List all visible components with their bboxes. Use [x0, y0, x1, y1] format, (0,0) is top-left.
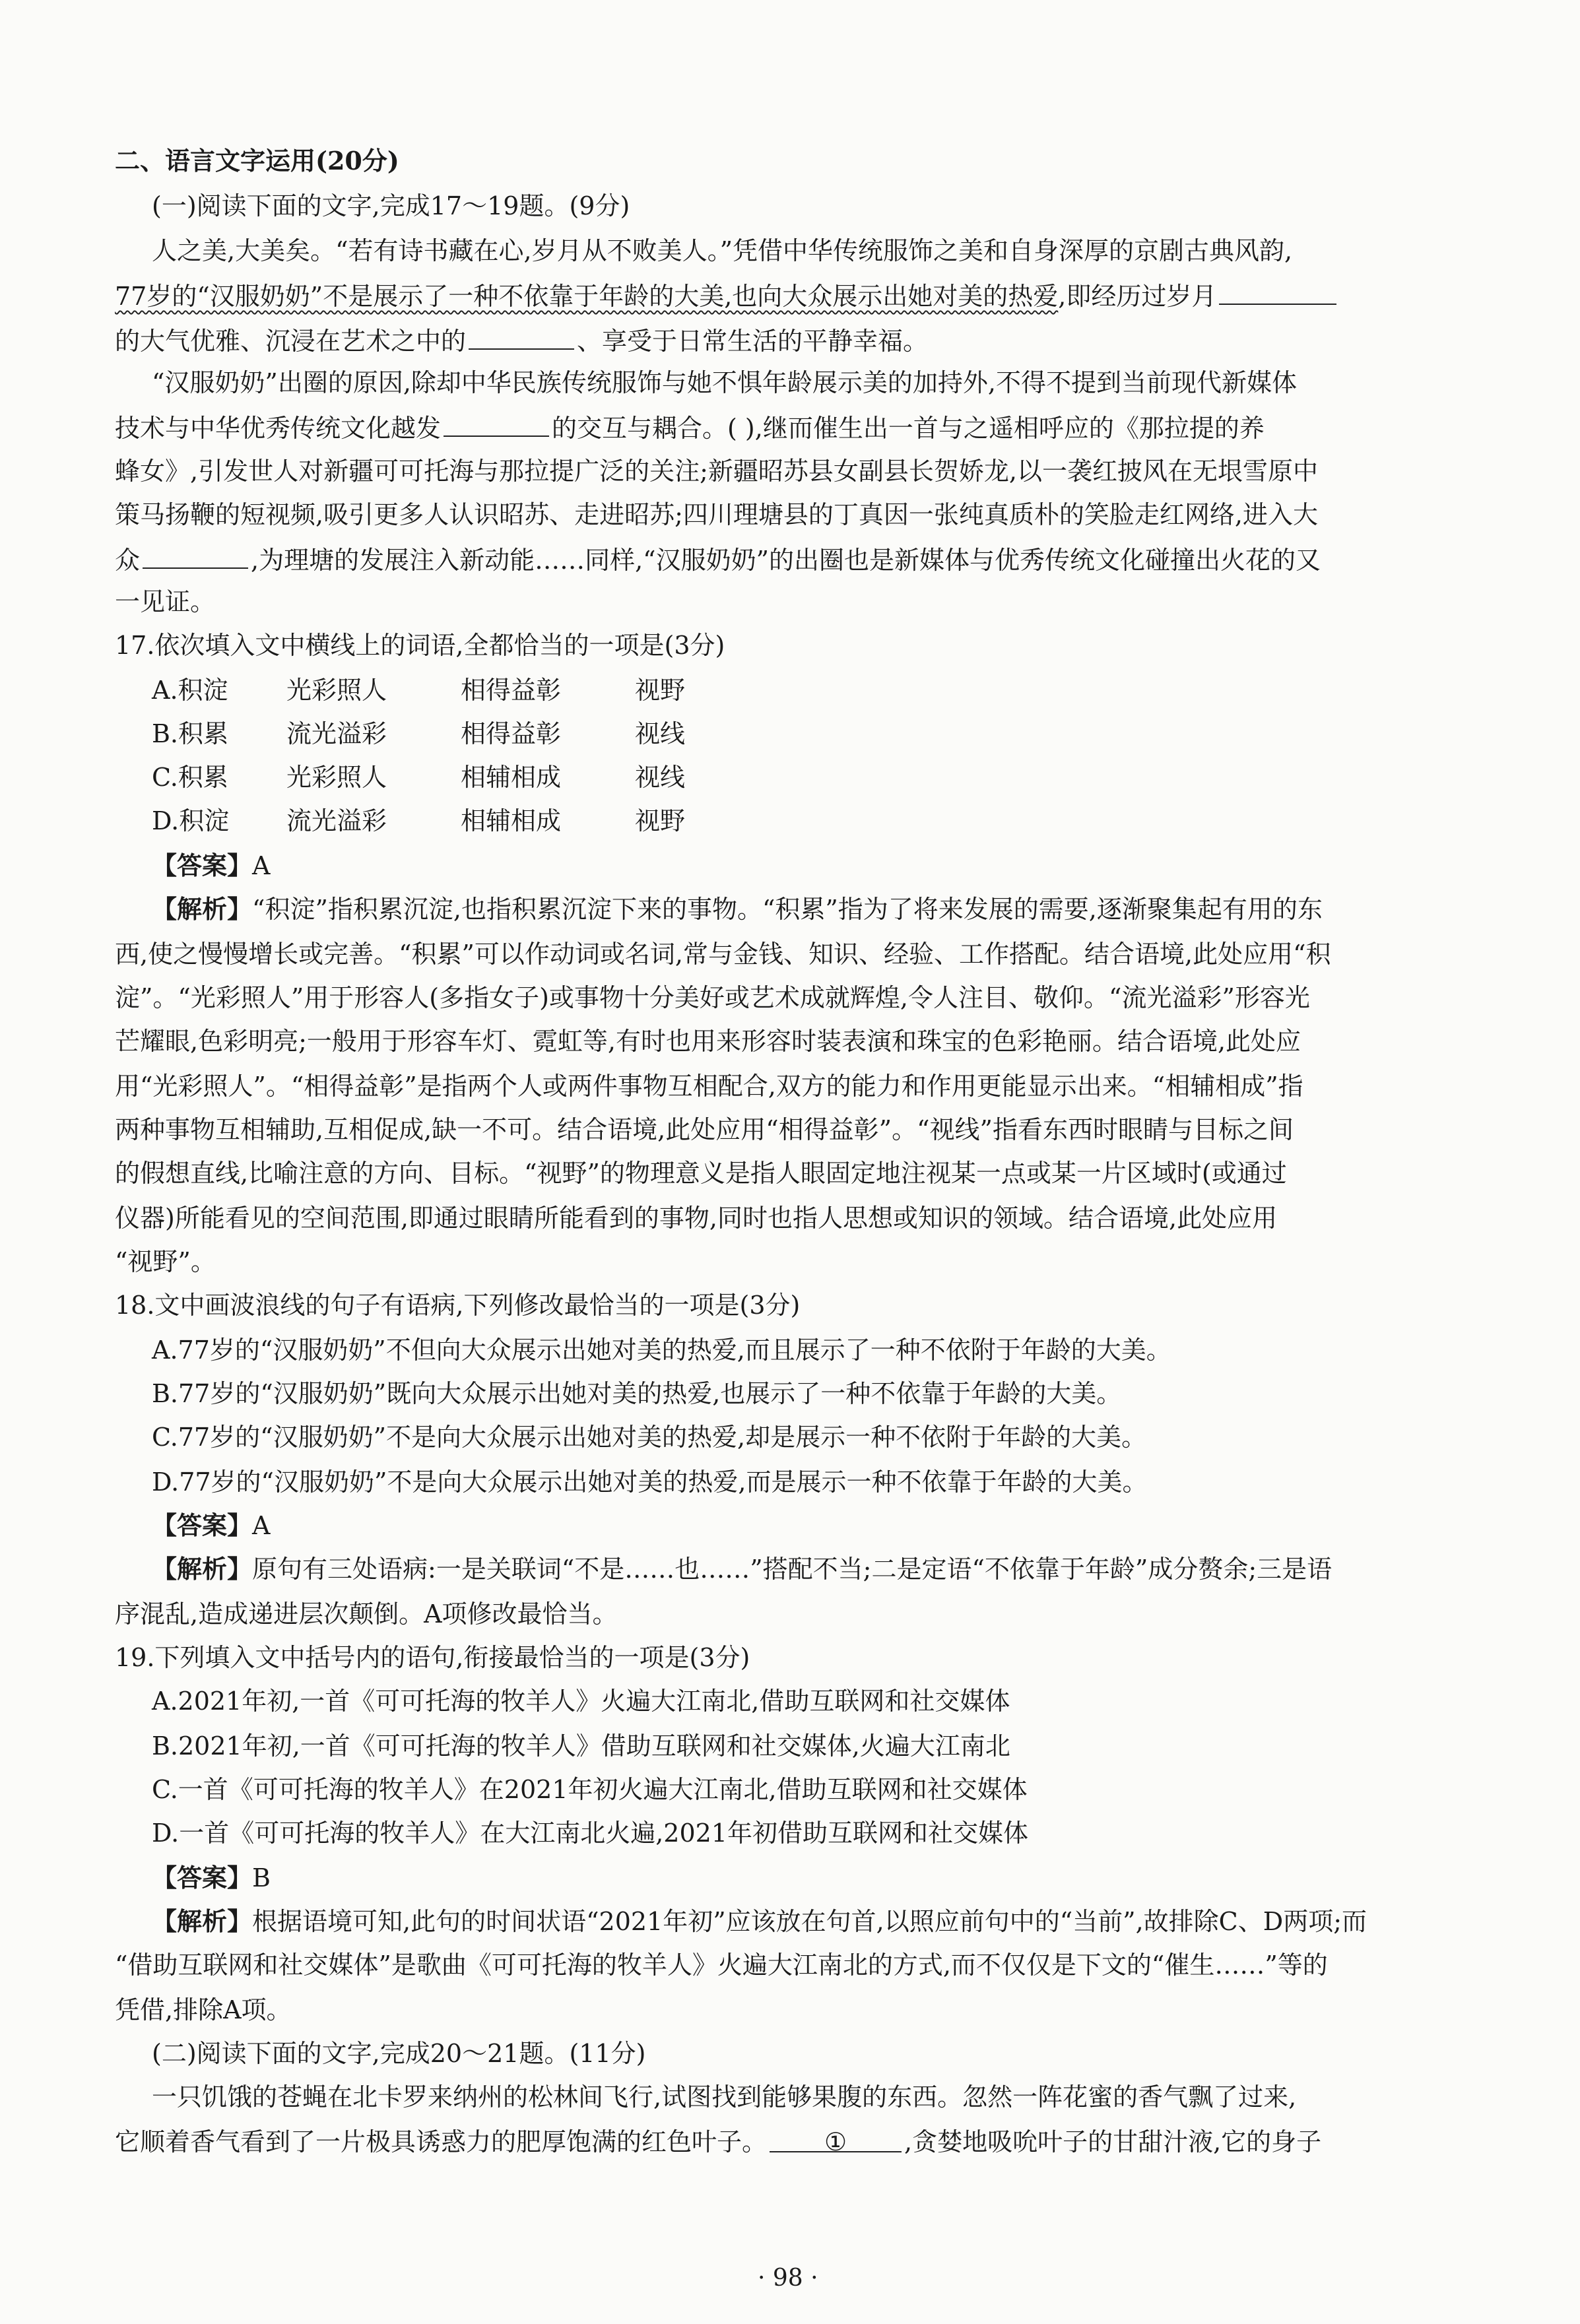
fill-blank	[444, 409, 549, 437]
wavy-underlined-sentence: 77岁的“汉服奶奶”不是展示了一种不依靠于年龄的大美,也向大众展示出她对美的热爱	[115, 282, 1059, 311]
q17-analysis-line: “视野”。	[115, 1247, 216, 1276]
passage-line: 77岁的“汉服奶奶”不是展示了一种不依靠于年龄的大美,也向大众展示出她对美的热爱,即经历过岁月	[115, 277, 1339, 313]
q17-analysis-line: 的假想直线,比喻注意的方向、目标。“视野”的物理意义是指人眼固定地注视某一点或某一片区域时(或通过	[115, 1159, 1287, 1188]
passage2-line: 一只饥饿的苍蝇在北卡罗来纳州的松林间飞行,试图找到能够果腹的东西。忽然一阵花蜜的香气飘了过来,	[152, 2082, 1297, 2112]
part1-intro: (一)阅读下面的文字,完成17～19题。(9分)	[152, 191, 630, 220]
question-19-stem: 19.下列填入文中括号内的语句,衔接最恰当的一项是(3分)	[115, 1643, 750, 1672]
q18-option-a: A.77岁的“汉服奶奶”不但向大众展示出她对美的热爱,而且展示了一种不依附于年龄的大美。	[152, 1336, 1171, 1365]
part2-intro: (二)阅读下面的文字,完成20～21题。(11分)	[152, 2039, 646, 2068]
q17-answer: 【答案】A	[152, 851, 271, 880]
q17-analysis-line: 【解析】“积淀”指积累沉淀,也指积累沉淀下来的事物。“积累”指为了将来发展的需要,逐渐聚集起有用的东	[152, 894, 1323, 924]
q18-option-b: B.77岁的“汉服奶奶”既向大众展示出她对美的热爱,也展示了一种不依靠于年龄的大美。	[152, 1379, 1122, 1408]
q18-answer: 【答案】A	[152, 1510, 271, 1540]
passage-line: 一见证。	[115, 587, 216, 616]
q17-analysis-line: 用“光彩照人”。“相得益彰”是指两个人或两件事物互相配合,双方的能力和作用更能显示出来。“相辅相成”指	[115, 1072, 1303, 1101]
q17-analysis-line: 淀”。“光彩照人”用于形容人(多指女子)或事物十分美好或艺术成就辉煌,令人注目、敬仰。“流光溢彩”形容光	[115, 983, 1310, 1012]
fill-blank	[143, 541, 248, 569]
passage-line: 人之美,大美矣。“若有诗书藏在心,岁月从不败美人。”凭借中华传统服饰之美和自身深厚的京剧古典风韵,	[152, 236, 1293, 265]
fill-blank	[469, 322, 574, 350]
passage-line: 技术与中华优秀传统文化越发 的交互与耦合。( ),继而催生出一首与之遥相呼应的《那拉提的养	[115, 409, 1265, 445]
q17-option-a: A.积淀 光彩照人 相得益彰 视野	[152, 676, 686, 705]
q17-analysis-line: 仪器)所能看见的空间范围,即通过眼睛所能看到的事物,同时也指人思想或知识的领域。结合语境,此处应用	[115, 1204, 1278, 1233]
q19-analysis-line: “借助互联网和社交媒体”是歌曲《可可托海的牧羊人》火遍大江南北的方式,而不仅仅是下文的“催生……”等的	[115, 1951, 1328, 1980]
q19-option-c: C.一首《可可托海的牧羊人》在2021年初火遍大江南北,借助互联网和社交媒体	[152, 1775, 1028, 1804]
q17-option-d: D.积淀 流光溢彩 相辅相成 视野	[152, 806, 686, 835]
passage2-line: 它顺着香气看到了一片极具诱惑力的肥厚饱满的红色叶子。 ① ,贪婪地吸吮叶子的甘甜汁液,它的身子	[115, 2125, 1321, 2159]
q19-analysis-line: 【解析】根据语境可知,此句的时间状语“2021年初”应该放在句首,以照应前句中的“当前”,故排除C、D两项;而	[152, 1906, 1367, 1936]
passage-line: 的大气优雅、沉浸在艺术之中的 、享受于日常生活的平静幸福。	[115, 322, 928, 358]
q18-analysis-line: 序混乱,造成递进层次颠倒。A项修改最恰当。	[115, 1599, 618, 1629]
passage-line: 蜂女》,引发世人对新疆可可托海与那拉提广泛的关注;新疆昭苏县女副县长贺娇龙,以一袭红披风在无垠雪原中	[115, 457, 1318, 486]
q17-option-b: B.积累 流光溢彩 相得益彰 视线	[152, 719, 686, 748]
q19-option-a: A.2021年初,一首《可可托海的牧羊人》火遍大江南北,借助互联网和社交媒体	[152, 1687, 1010, 1716]
q18-option-c: C.77岁的“汉服奶奶”不是向大众展示出她对美的热爱,却是展示一种不依附于年龄的大美。	[152, 1423, 1147, 1452]
fill-blank	[1219, 277, 1336, 305]
q19-option-d: D.一首《可可托海的牧羊人》在大江南北火遍,2021年初借助互联网和社交媒体	[152, 1819, 1028, 1848]
q19-option-b: B.2021年初,一首《可可托海的牧羊人》借助互联网和社交媒体,火遍大江南北	[152, 1731, 1010, 1760]
q17-analysis-line: 西,使之慢慢增长或完善。“积累”可以作动词或名词,常与金钱、知识、经验、工作搭配。结合语境,此处应用“积	[115, 940, 1331, 969]
q17-option-c: C.积累 光彩照人 相辅相成 视线	[152, 763, 686, 792]
q18-analysis-line: 【解析】原句有三处语病:一是关联词“不是……也……”搭配不当;二是定语“不依靠于年龄”成分赘余;三是语	[152, 1554, 1333, 1584]
q17-analysis-line: 两种事物互相辅助,互相促成,缺一不可。结合语境,此处应用“相得益彰”。“视线”指看东西时眼睛与目标之间	[115, 1115, 1294, 1144]
passage-line: 众 ,为理塘的发展注入新动能……同样,“汉服奶奶”的出圈也是新媒体与优秀传统文化碰撞出火花的又	[115, 541, 1321, 577]
q17-analysis-line: 芒耀眼,色彩明亮;一般用于形容车灯、霓虹等,有时也用来形容时装表演和珠宝的色彩艳丽。结合语境,此处应	[115, 1027, 1301, 1056]
q18-option-d: D.77岁的“汉服奶奶”不是向大众展示出她对美的热爱,而是展示一种不依靠于年龄的大美。	[152, 1468, 1148, 1497]
q19-answer: 【答案】B	[152, 1863, 271, 1892]
page-number: · 98 ·	[758, 2265, 818, 2292]
question-17-stem: 17.依次填入文中横线上的词语,全都恰当的一项是(3分)	[115, 631, 725, 660]
q19-analysis-line: 凭借,排除A项。	[115, 1995, 292, 2024]
passage-line: 策马扬鞭的短视频,吸引更多人认识昭苏、走进昭苏;四川理塘县的丁真因一张纯真质朴的笑脸走红网络,进入大	[115, 500, 1318, 529]
question-18-stem: 18.文中画波浪线的句子有语病,下列修改最恰当的一项是(3分)	[115, 1291, 801, 1320]
passage-line: “汉服奶奶”出圈的原因,除却中华民族传统服饰与她不惧年龄展示美的加持外,不得不提到当前现代新媒体	[152, 368, 1298, 397]
numbered-blank: ①	[770, 2125, 902, 2152]
section-heading: 二、语言文字运用(20分)	[115, 146, 399, 176]
